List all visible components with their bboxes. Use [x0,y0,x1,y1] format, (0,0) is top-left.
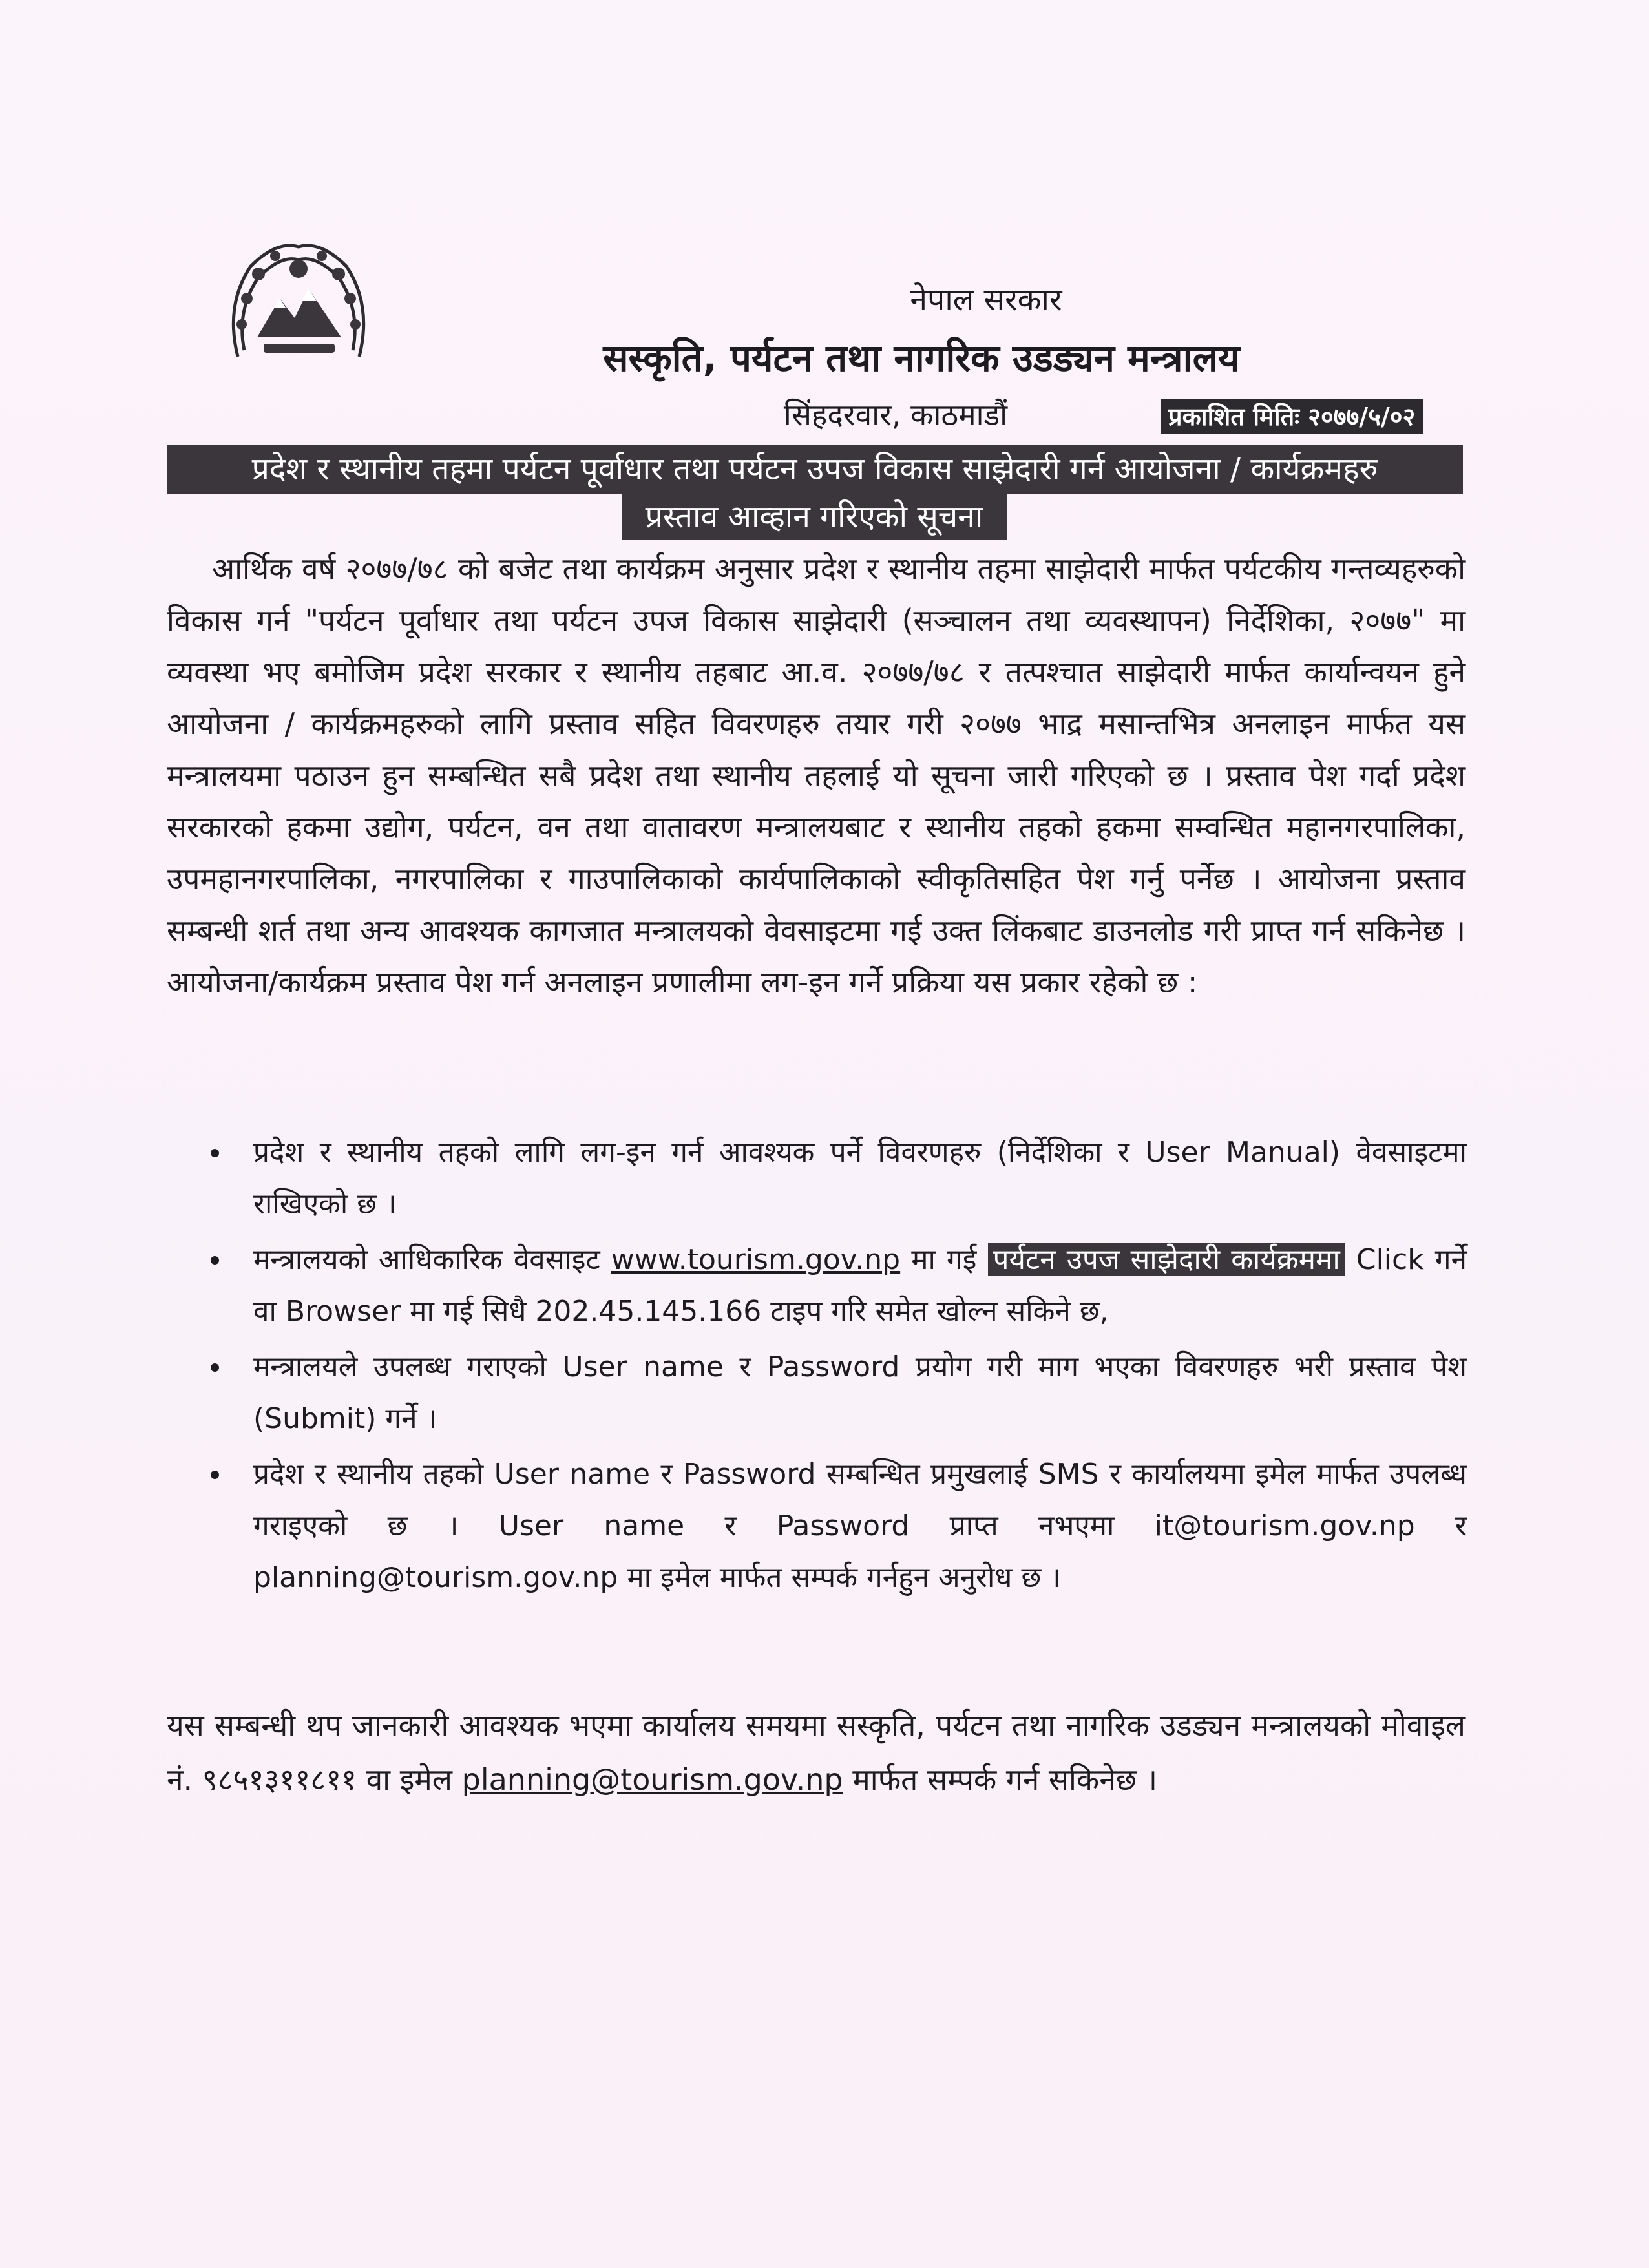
notice-title-line-1: प्रदेश र स्थानीय तहमा पर्यटन पूर्वाधार तथा पर्यटन उपज विकास साझेदारी गर्न आयोजना / कार्यक्रमहरु [167,445,1463,494]
published-date-badge: प्रकाशित मितिः २०७७/५/०२ [1161,399,1423,434]
planning-email-link[interactable]: planning@tourism.gov.np [461,1762,843,1797]
list-item [200,1449,1467,1604]
step-text-1: प्रदेश र स्थानीय तहको लागि लग-इन गर्न आवश्यक पर्ने विवरणहरु (निर्देशिका र User Manual) वेवसाइटमा राखिएको छ । [253,1136,1467,1221]
ministry-name: सस्कृति, पर्यटन तथा नागरिक उडड्यन मन्त्रालय [603,336,1240,380]
contact-text-post: मार्फत सम्पर्क गर्न सकिनेछ । [852,1762,1158,1797]
bullet-icon [211,1149,219,1157]
contact-text-pre: यस सम्बन्धी थप जानकारी आवश्यक भएमा कार्यालय समयमा सस्कृति, पर्यटन तथा नागरिक उडड्यन मन्त्रालयको मोवाइल नं. ९८५१३११८११ वा इमेल [167,1708,1465,1797]
step-text-2-mid: मा गई [911,1243,977,1276]
step-text-4: प्रदेश र स्थानीय तहको User name र Password सम्बन्धित प्रमुखलाई SMS र कार्यालयमा इमेल मार्फत उपलब्ध गराइएको छ । User name र Password प्राप्त नभएमा it@tourism.gov.np र planning@tourism.gov.np मा इमेल मार्फत सम्पर्क गर्नहुन अनुरोध छ । [253,1458,1467,1594]
government-name: नेपाल सरकार [910,282,1062,318]
list-item [200,1234,1467,1338]
step-text-3: मन्त्रालयले उपलब्ध गराएको User name र Password प्रयोग गरी माग भएका विवरणहरु भरी प्रस्ताव पेश (Submit) गर्ने । [253,1350,1467,1435]
ministry-location: सिंहदरवार, काठमाडौं [783,397,1008,432]
notice-title-line-2: प्रस्ताव आव्हान गरिएको सूचना [622,494,1007,540]
step-text-2-post: Click गर्ने वा Browser मा गई सिधै 202.45.145.166 टाइप गरि समेत खोल्न सकिने छ, [253,1243,1467,1328]
step-text-2-pre: मन्त्रालयको आधिकारिक वेवसाइट [253,1243,600,1276]
contact-paragraph [167,1698,1465,1807]
bullet-icon [211,1363,219,1372]
tourism-website-link[interactable]: www.tourism.gov.np [611,1243,901,1276]
login-steps-list [200,1127,1467,1608]
bullet-icon [211,1256,219,1265]
list-item [200,1127,1467,1230]
list-item [200,1341,1467,1445]
bullet-icon [211,1471,219,1479]
program-highlight: पर्यटन उपज साझेदारी कार्यक्रममा [988,1243,1345,1276]
notice-body-paragraph: आर्थिक वर्ष २०७७/७८ को बजेट तथा कार्यक्रम अनुसार प्रदेश र स्थानीय तहमा साझेदारी मार्फत पर्यटकीय गन्तव्यहरुको विकास गर्न "पर्यटन पूर्वाधार तथा पर्यटन उपज विकास साझेदारी (सञ्चालन तथा व्यवस्थापन) निर्देशिका, २०७७" मा व्यवस्था भए बमोजिम प्रदेश सरकार र स्थानीय तहबाट आ.व. २०७७/७८ र तत्पश्चात साझेदारी मार्फत कार्यान्वयन हुने आयोजना / कार्यक्रमहरुको लागि प्रस्ताव सहित विवरणहरु तयार गरी २०७७ भाद्र मसान्तभित्र अनलाइन मार्फत यस मन्त्रालयमा पठाउन हुन सम्बन्धित सबै प्रदेश तथा स्थानीय तहलाई यो सूचना जारी गरिएको छ । प्रस्ताव पेश गर्दा प्रदेश सरकारको हकमा उद्योग, पर्यटन, वन तथा वातावरण मन्त्रालयबाट र स्थानीय तहको हकमा सम्वन्धित महानगरपालिका, उपमहानगरपालिका, नगरपालिका र गाउपालिकाको कार्यपालिकाको स्वीकृतिसहित पेश गर्नु पर्नेछ । आयोजना प्रस्ताव सम्बन्धी शर्त तथा अन्य आवश्यक कागजात मन्त्रालयको वेवसाइटमा गई उक्त लिंकबाट डाउनलोड गरी प्राप्त गर्न सकिनेछ । आयोजना/कार्यक्रम प्रस्ताव पेश गर्न अनलाइन प्रणालीमा लग-इन गर्ने प्रक्रिया यस प्रकार रहेको छ : [167,551,1465,1000]
